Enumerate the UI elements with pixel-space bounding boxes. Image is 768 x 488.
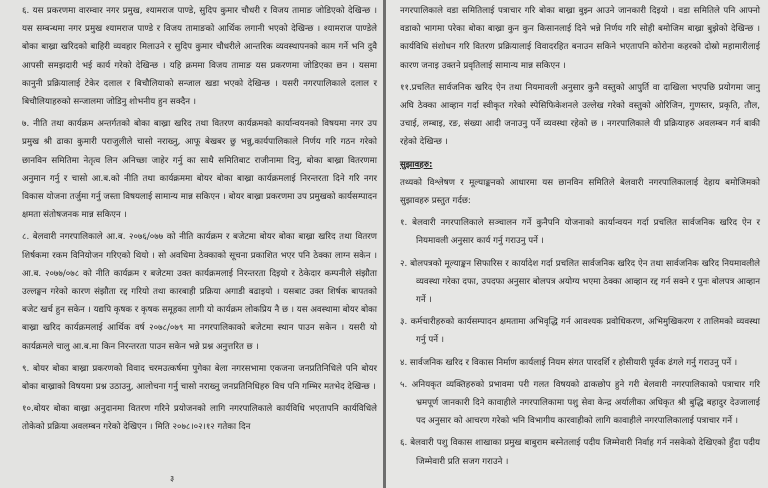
section-intro: तथ्यको विश्लेषण र मूल्याङ्कनको आधारमा यस छानविन समितिले बेलवारी नगरपालिकालाई देहाय बमोजिमको सुझावहरु प्रस्तुत गर्दछ: [400, 177, 760, 207]
left-page [0, 0, 383, 488]
paragraph: ७. नीति तथा कार्यक्रम अन्तर्गतको बोका बाख्रा खरिद तथा वितरण कार्यक्रमको कार्यान्वयनको विषयमा नगर उप प्रमुख श्री ढाका कुमारी पराजुलीले चासो नराख्नु, आफू बेखबर छु भन्नु,कार्यपालिकाले निर्णय गरि गठन गरेको छानविन समितिमा नेतृत्व लिन अनिच्छा जाहेर गर्नु का साथै समितिबाट राजीनामा दिनु, बोका बाख्रा वितरणमा अनुमान गर्नु र चासो आ.ब.को नीति तथा कार्यक्रममा बोयर बोका बाख्रा कार्यक्रमलाई निरन्तरता दिने गरि नगर विकास योजना तर्जुमा गर्नु जस्ता विषयलाई सामान्य मान्न सकिएन । बोयर बाख्रा प्रकरणमा उप प्रमुखको कार्यसम्पादन क्षमता संतोषजनक मान्न सकिएन । [22, 119, 378, 221]
suggestion-item: ६. बेलवारी पशु विकास शाखाका प्रमुख बाबुराम बस्नेतलाई पदीय जिम्मेवारी निर्वाह गर्न नसकेको देखिएको हुँदा पदीय जिम्मेवारी प्रति सजग गराउने । [400, 438, 760, 467]
suggestion-item: १. बेलवारी नगरपालिकाले सञ्चालन गर्ने कुनैपनि योजनाको कार्यान्वयन गर्दा प्रचलित सार्वजनिक खरिद ऐन र नियमावली अनुसार कार्य गर्नु गराउनु पर्ने । [400, 218, 760, 247]
suggestion-item: २. बोलपत्रको मूल्याङ्कन सिफारिस र कार्यादेश गर्दा प्रचलित सार्वजनिक खरिद ऐन तथा सार्वजनिक खरिद नियमावलीले व्यवस्था गरेका दफा, उपदफा अनुसार बोलपत्र अयोग्य भएमा ठेक्का आव्हान रद्द गर्न सक्ने र पुनः बोलपत्र आव्हान गर्ने । [400, 258, 760, 306]
paragraph: ११.प्रचलित सार्वजनिक खरिद ऐन तथा नियमावली अनुसार कुनै वस्तुको आपुर्ति वा दाखिला भएपछि प्रयोगमा जानु अघि ठेक्का आव्हान गर्दा स्वीकृत गरेको स्पेसिफिकेशनले उल्लेख गरेको वस्तुको ओरिजिन, गुणस्तर, प्रकृति, तौल, उचाई, लम्बाइ, रङ, संख्या आदी जनाउनु पर्ने व्यवस्था रहेको छ । नगरपालिकाले यी प्रक्रियाहरु अवलम्बन गर्न बाकी रहेको देखिन्छ । [400, 82, 760, 148]
right-page [386, 0, 768, 488]
page-number: ३ [170, 473, 175, 483]
paragraph: नगरपालिकाले वडा समितिलाई पत्राचार गरि बोका बाख्रा बुझ्न आउने जानकारी दिइयो । वडा समितिले पनि आफ्नो वडाको भागमा परेका बोका बाख्रा कुन कुन किसानलाई दिने भन्ने निर्णय गरि सोही बमोजिम बाख्रा बुझेको देखिन्छ । कार्यविधि संशोधन गरि वितरण प्रक्रियालाई विवादरहित बनाउन सकिने भएतापनि कोरोना कहरको दोस्रो महामारीलाई कारण जनाइ उक्तने प्रवृतिलाई सामान्य मान्न सकिएन । [400, 6, 760, 71]
paragraph: १०.बोयर बोका बाख्रा अनुदानमा वितरण गरिने प्रयोजनको लागि नगरपालिकाले कार्यविधि भएतापनि कार्यविधिले तोकेको प्रक्रिया अवलम्बन गरेको देखिएन । मिति २०७८।०२।१२ गतेका दिन [22, 404, 377, 433]
suggestion-item: ५. अनियकृत व्यक्तिहरुको प्रभावमा परी गलत विषयको ढाकछोप हुने गरी बेलवारी नगरपालिकाको पत्राचार गरि भ्रमपूर्ण जानकारी दिने कावाहीले नगरपालिकामा पशु सेवा केन्द्र अर्यालीका अधिकृत श्री बुद्धि बहादुर देउजालाई पद अनुसार को आचरण गरेको भनि विभागीय कारवाहीको लागि कावाहीले नगरपालिकालाई पत्राचार गर्ने । [400, 379, 760, 427]
paragraph: ८. बेलवारी नगरपालिकाले आ.ब. २०७६/०७७ को नीति कार्यक्रम र बजेटमा बोयर बोका बाख्रा खरिद तथा वितरण शिर्षकमा रकम विनियोजन गरिएको थियो । सो अवधिमा ठेक्काको सूचना प्रकाशित भएर पनि ठेक्का लाग्न सकेन । आ.ब. २०७७/०७८ को नीति कार्यक्रम र बजेटमा उक्त कार्यक्रमलाई निरन्तरता दिइयो र ठेकेदार कम्पनीले संझौता उल्लङ्घन गरेको कारण संझौता रद्द गरियो तथा कारबाही प्रक्रिया अगाडी बढाइयो । यसबाट उक्त शिर्षक बापतको बजेट खर्च हुन सकेन । यद्यपि कृषक र कृषक समूहका लागी यो कार्यक्रम लोकप्रिय नै छ । यस अवस्थामा बोयर बोका बाख्रा खरिद कार्यक्रमलाई आर्थिक वर्ष २०७८/०७९ मा नगरपालिकाको बजेटमा स्थान पाउन सकेन । यसरी यो कार्यक्रमले चालु आ.ब.मा किन निरन्तरता पाउन सकेन भन्ने प्रश्न अनुत्तरित छ । [22, 232, 377, 352]
suggestion-item: ४. सार्वजनिक खरिद र विकास निर्माण कार्यलाई नियम संगत पारदर्शि र होसीयारी पूर्वक ढंगले गर्नु गराउनु पर्ने । [400, 357, 738, 368]
section-heading: सुझावहरु: [400, 159, 433, 170]
paragraph: ९. बोयर बोका बाख्रा प्रकरणको विवाद चरमउत्कर्षमा पुगेका बेला नगरसभामा एकजना जनप्रतिनिधिले पनि बोयर बोका बाख्राको विषयमा प्रश्न उठाउनु, आलोचना गर्नु चासो नराख्नु जनप्रतिनिधिहरु विच पनि गम्भिर मतभेद देखिन्छ । [22, 363, 377, 393]
paragraph: ६. यस प्रकरणमा वारम्वार नगर प्रमुख, श्यामराज पाण्डे, सुदिप कुमार चौधरी र विजय तामाङ जोडिएको देखिन्छ । यस सम्बन्धमा नगर प्रमुख श्यामराज पाण्डे र विजय तामाङको आर्थिक लगानी भएको देखिन्छ । श्यामराज पाण्डेले बोका बाख्रा खरिदको बाहिरी व्यवहार मिलाउने र सुदिप कुमार चौधरीले आन्तरिक व्यवस्थापनको काम गर्ने भनि दुवै आपसी समझदारी भई कार्य गरेको देखिन्छ । यहि क्रममा विजय तामाङ यस प्रकरणमा जोडिएका छन । यसमा कानुनी प्रक्रियालाई टेकेर दलाल र बिचौलियाको सन्जाल खडा भएको देखिन्छ । यसरी नगरपालिकाले दलाल र बिचौलियाहरुको सन्जालमा जोडिनु शोभनीय हुन सक्दैन । [22, 6, 377, 108]
suggestion-item: ३. कर्मचारीहरुको कार्यसम्पादन क्षमतामा अभिवृद्धि गर्न आवश्यक प्रवोधिकरण, अभिमुखिकरण र तालिमको व्यवस्था गर्नु पर्ने । [400, 317, 760, 346]
